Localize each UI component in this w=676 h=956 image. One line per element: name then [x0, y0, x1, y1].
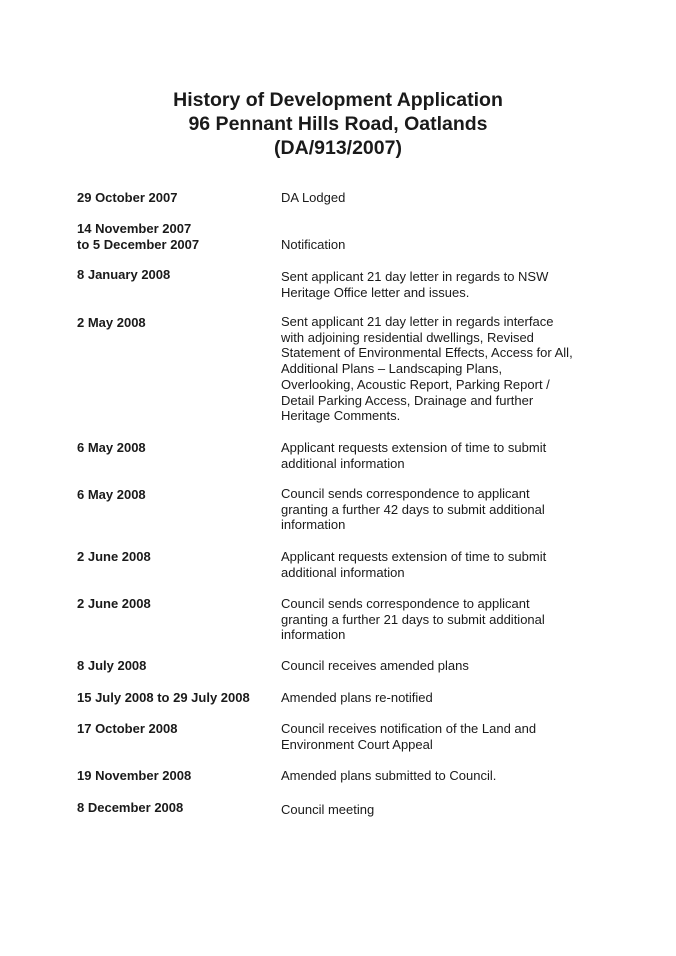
entry-date: 15 July 2008 to 29 July 2008	[77, 690, 250, 705]
entry-date: 8 December 2008	[77, 800, 184, 815]
entry-description: Applicant requests extension of time to submit additional information	[281, 549, 547, 580]
entry-description: Amended plans submitted to Council.	[281, 768, 497, 783]
entry-date: 29 October 2007	[77, 190, 178, 205]
title-line-3: (DA/913/2007)	[274, 137, 402, 159]
entry-date: 14 November 2007 to 5 December 2007	[77, 221, 200, 252]
entry-description: Amended plans re-notified	[281, 690, 433, 705]
entry-description: Applicant requests extension of time to submit additional information	[281, 440, 547, 471]
entry-description: Sent applicant 21 day letter in regards to NSW Heritage Office letter and issues.	[281, 269, 549, 300]
title-line-2: 96 Pennant Hills Road, Oatlands	[188, 113, 488, 135]
entry-description: Council sends correspondence to applicant granting a further 42 days to submit additional information	[281, 486, 545, 533]
entry-date: 17 October 2008	[77, 721, 178, 736]
entry-date: 6 May 2008	[77, 440, 146, 455]
entry-date: 8 July 2008	[77, 658, 147, 673]
entry-date: 2 June 2008	[77, 596, 151, 611]
entry-date: 6 May 2008	[77, 487, 146, 502]
entry-description: DA Lodged	[281, 190, 346, 205]
entry-date: 2 June 2008	[77, 549, 151, 564]
entry-description: Council receives amended plans	[281, 658, 469, 673]
entry-description: Sent applicant 21 day letter in regards interface with adjoining residential dwellings, Revised Statement of Environmental Effects, Access for All, Additional Plans – Landscaping Plans, Overlooking, Acoustic Report, Parking Report / Detail Parking Access, Drainage and further Heritage Comments.	[281, 314, 573, 424]
entry-date: 2 May 2008	[77, 315, 146, 330]
entry-description: Council receives notification of the Land and Environment Court Appeal	[281, 721, 537, 752]
entry-description: Notification	[281, 237, 346, 252]
entry-date: 19 November 2008	[77, 768, 192, 783]
entry-date: 8 January 2008	[77, 267, 171, 282]
document-title	[0, 88, 676, 160]
entry-description: Council sends correspondence to applicant granting a further 21 days to submit additional information	[281, 596, 545, 643]
title-line-1: History of Development Application	[173, 89, 503, 111]
entry-description: Council meeting	[281, 802, 375, 817]
